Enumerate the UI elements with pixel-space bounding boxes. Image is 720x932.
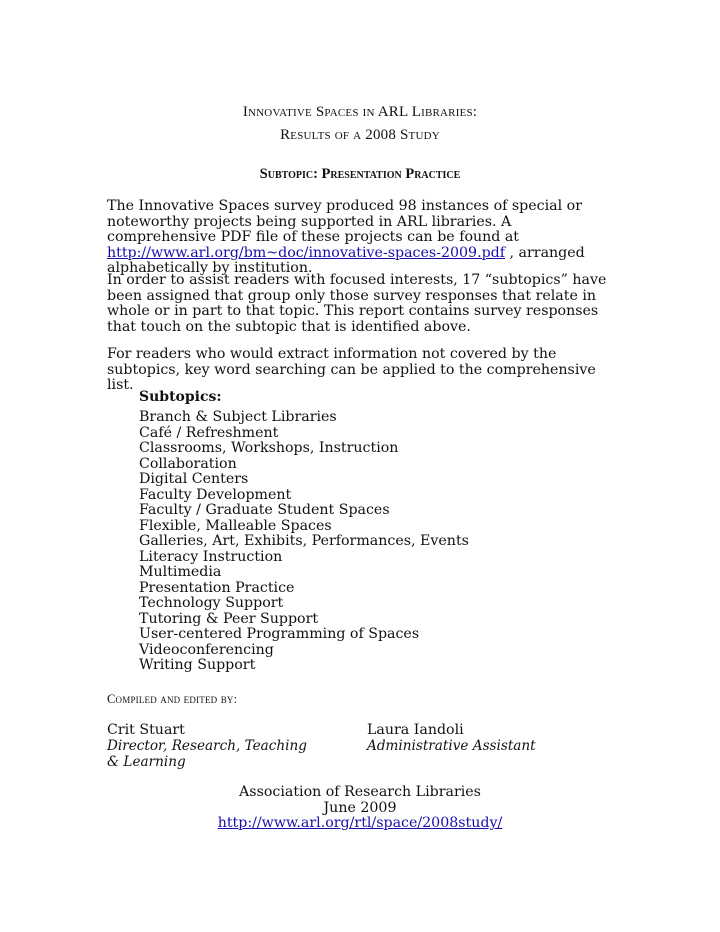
subtopics-label: Subtopics:: [139, 389, 222, 405]
subtopic-item: Collaboration: [139, 455, 237, 472]
editor-name: Crit Stuart: [107, 722, 185, 738]
editor-role: Administrative Assistant: [367, 738, 536, 754]
subtopic-item: Galleries, Art, Exhibits, Performances, Events: [139, 533, 469, 549]
subtopic-item: Multimedia: [139, 564, 222, 580]
subtopic-heading: Subtopic: Presentation Practice: [259, 166, 461, 182]
subtopic-item: User-centered Programming of Spaces: [139, 626, 420, 642]
subtopic-item: Videoconferencing: [139, 641, 274, 658]
subtopic-list: [139, 410, 469, 674]
compiled-by-label: Compiled and edited by:: [107, 692, 238, 706]
intro-paragraph-1-after: , arranged alphabetically by institution.: [107, 244, 585, 277]
subtopic-item: Digital Centers: [139, 471, 249, 487]
study-url-link[interactable]: http://www.arl.org/rtl/space/2008study/: [217, 815, 503, 832]
footer-organization: Association of Research Libraries: [239, 784, 481, 800]
footer-date: June 2009: [323, 799, 397, 816]
footer: [0, 785, 720, 832]
subtopic-item: Tutoring & Peer Support: [139, 610, 319, 627]
editor-role: Director, Research, Teaching & Learning: [107, 738, 307, 770]
document-title-line2: Results of a 2008 Study: [280, 127, 440, 143]
subtopic-item: Technology Support: [139, 595, 284, 611]
intro-paragraph-1-text: The Innovative Spaces survey produced 98 instances of special or noteworthy projects being supported in ARL libraries. A comprehensive PDF file of these projects can be found at: [107, 198, 582, 246]
subtopic-item: Branch & Subject Libraries: [139, 409, 337, 425]
subtopic-item: Flexible, Malleable Spaces: [139, 517, 332, 534]
subtopic-item: Writing Support: [139, 657, 256, 673]
subtopic-item: Presentation Practice: [139, 579, 295, 596]
editor-block-1: [107, 722, 307, 770]
subtopic-item: Faculty Development: [139, 486, 292, 503]
intro-paragraph-1: [107, 199, 617, 277]
document-title-line1: Innovative Spaces in ARL Libraries:: [242, 104, 478, 120]
subtopic-item: Literacy Instruction: [139, 548, 283, 565]
intro-paragraph-2: In order to assist readers with focused interests, 17 “subtopics” have been assigned that group only those survey responses that relate in whole or in part to that topic. This report contains survey responses that touch on the subtopic that is identified above.: [107, 272, 607, 335]
intro-paragraph-3: For readers who would extract information not covered by the subtopics, key word searching can be applied to the comprehensive list.: [107, 346, 596, 394]
subtopic-item: Faculty / Graduate Student Spaces: [139, 502, 390, 518]
subtopic-item: Classrooms, Workshops, Instruction: [139, 440, 399, 456]
subtopic-item: Café / Refreshment: [139, 424, 279, 441]
comprehensive-pdf-link[interactable]: http://www.arl.org/bm~doc/innovative-spaces-2009.pdf: [107, 244, 506, 261]
editor-name: Laura Iandoli: [367, 722, 464, 738]
editor-block-2: [367, 722, 567, 754]
